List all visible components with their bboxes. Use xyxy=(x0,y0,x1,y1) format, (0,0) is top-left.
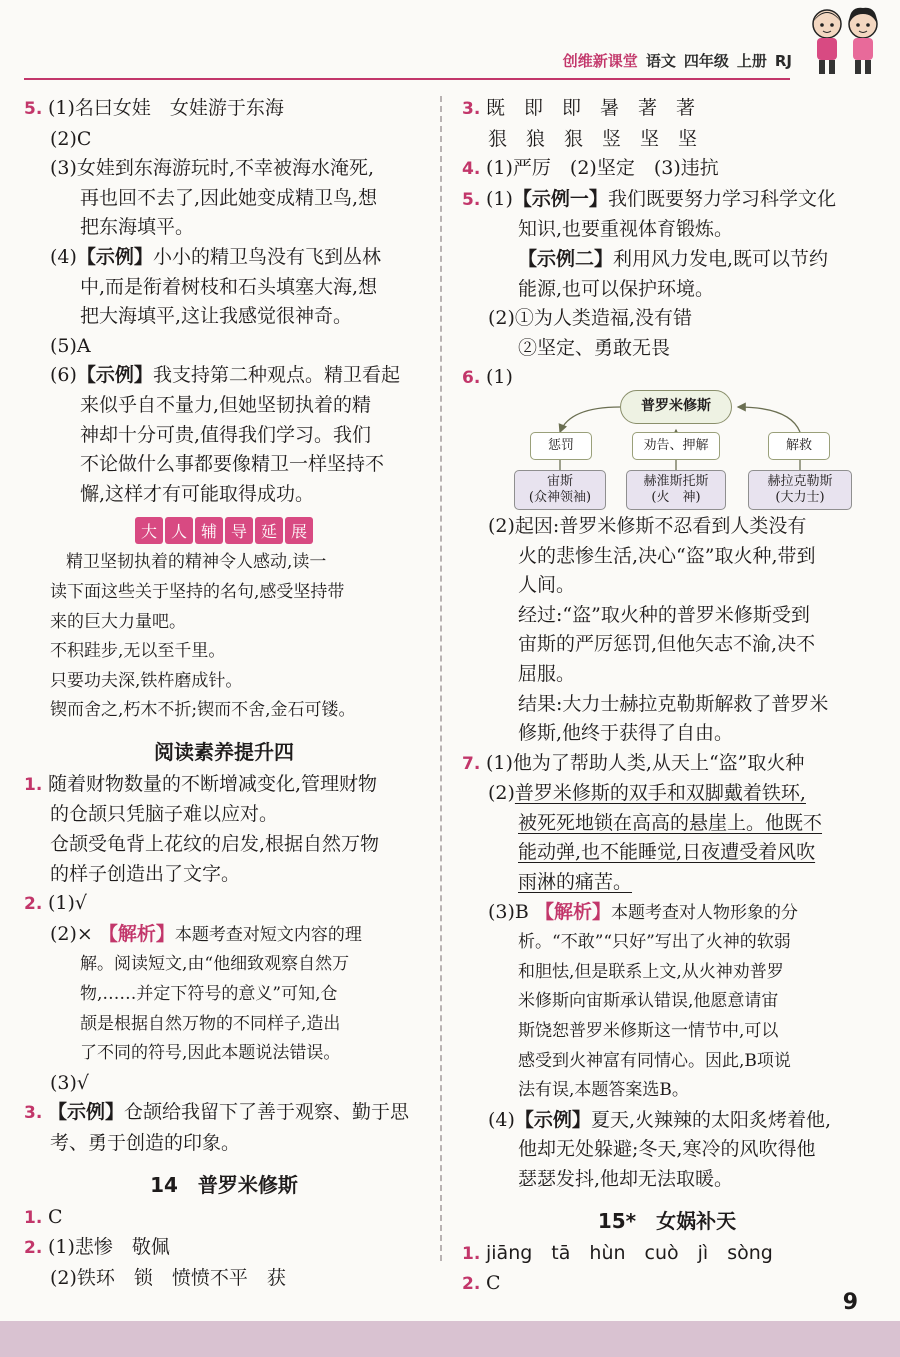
answer-line xyxy=(462,898,872,929)
answer-line xyxy=(24,1203,424,1234)
answer-line: 瑟瑟发抖,他却无法取暖。 xyxy=(518,1168,734,1190)
edition-label: RJ xyxy=(774,51,792,70)
example-tag: 【示例一】 xyxy=(512,187,608,210)
node-heracles xyxy=(748,470,852,510)
subject-label: 语文 xyxy=(645,52,676,70)
example-tag: 【示例】 xyxy=(76,364,153,387)
banner-char: 导 xyxy=(225,517,253,544)
answer-line xyxy=(24,920,424,951)
link-label-punish: 惩罚 xyxy=(530,432,592,460)
question-number: 3. xyxy=(462,99,481,119)
banner-char: 辅 xyxy=(195,517,223,544)
guide-text: 精卫坚韧执着的精神令人感动,读一 xyxy=(66,552,327,573)
mascot-kids-icon xyxy=(797,2,892,82)
quote-line: 只要功夫深,铁杵磨成针。 xyxy=(50,670,243,691)
answer-line: (3)√ xyxy=(50,1071,90,1094)
lesson-title: 14 普罗米修斯 xyxy=(150,1172,298,1197)
footer-bar xyxy=(0,1321,900,1357)
answer-line xyxy=(24,94,424,125)
node-note: (火 神) xyxy=(651,489,701,505)
answer-line: 的样子创造出了文字。 xyxy=(50,862,241,885)
answer-line: 法有误,本题答案选B。 xyxy=(518,1080,689,1101)
question-number: 5. xyxy=(462,189,481,210)
sub-number: (1) xyxy=(486,366,513,389)
answer-text: 本题考查对短文内容的理 xyxy=(174,924,362,945)
analysis-tag: 【解析】 xyxy=(534,900,611,923)
answer-text: 我支持第二种观点。精卫看起 xyxy=(152,364,400,387)
answer-line xyxy=(462,185,872,216)
column-divider xyxy=(440,96,442,1261)
question-number: 2. xyxy=(24,894,43,915)
answer-text: 夏天,火辣辣的太阳炙烤着他, xyxy=(590,1108,832,1131)
answer-line: (3)女娃到东海游玩时,不幸被海水淹死, xyxy=(50,157,374,180)
underlined-text: 雨淋的痛苦。 xyxy=(518,871,633,894)
answer-text: (1)√ xyxy=(48,892,88,915)
node-hephaestus xyxy=(626,470,726,510)
answer-line: 析。“不敢”“只好”写出了火神的软弱 xyxy=(518,932,791,953)
answer-text: 我们既要努力学习科学文化 xyxy=(607,187,836,210)
answer-line xyxy=(24,243,424,273)
answer-line: 来似乎自不量力,但她坚韧执着的精 xyxy=(80,393,372,416)
question-number: 4. xyxy=(462,159,481,180)
sub-number: (4) xyxy=(50,245,77,268)
sub-number: (2) xyxy=(488,782,515,805)
book-header xyxy=(563,50,792,71)
grade-label: 四年级 xyxy=(683,52,729,70)
right-column xyxy=(462,94,872,1300)
question-number: 5. xyxy=(24,99,43,119)
answer-line: 仓颉受龟背上花纹的启发,根据自然万物 xyxy=(50,833,380,856)
answer-line: 结果:大力士赫拉克勒斯解救了普罗米 xyxy=(518,692,829,715)
answer-line: 宙斯的严厉惩罚,但他矢志不渝,决不 xyxy=(518,633,816,656)
answer-text: 利用风力发电,既可以节约 xyxy=(613,247,829,270)
header-rule xyxy=(24,78,790,80)
example-tag: 【示例】 xyxy=(76,245,153,268)
extension-banner xyxy=(24,517,424,544)
example-tag: 【示例二】 xyxy=(518,247,614,270)
answer-line xyxy=(24,1233,424,1264)
question-number: 2. xyxy=(24,1238,43,1259)
answer-line: (2)①为人类造福,没有错 xyxy=(488,307,692,330)
answer-line xyxy=(24,889,424,920)
answer-line: 感受到火神富有同情心。因此,B项说 xyxy=(518,1050,791,1071)
answer-text: (1)名曰女娃 女娃游于东海 xyxy=(48,97,284,119)
answer-line xyxy=(462,779,872,809)
page-number: 9 xyxy=(842,1290,858,1315)
left-column xyxy=(24,94,424,1293)
guide-text: 读下面这些关于坚持的名句,感受坚持带 xyxy=(50,581,345,602)
page-header xyxy=(0,0,900,82)
answer-line: 解。阅读短文,由“他细致观察自然万 xyxy=(80,954,350,975)
sub-number: (1) xyxy=(486,187,513,210)
analysis-tag: 【解析】 xyxy=(98,922,175,945)
question-number: 3. xyxy=(24,1103,43,1124)
answer-line: 的仓颉只凭脑子难以应对。 xyxy=(50,803,279,826)
lesson-title: 15* 女娲补天 xyxy=(597,1208,737,1233)
pinyin-answer: jiāng tā hùn cuò jì sòng xyxy=(486,1241,773,1264)
answer-line: 和胆怯,但是联系上文,从火神劝普罗 xyxy=(518,961,784,982)
answer-line xyxy=(24,1098,424,1129)
node-note: (众神领袖) xyxy=(528,489,592,505)
answer-line: (2)起因:普罗米修斯不忍看到人类没有 xyxy=(488,514,807,537)
guide-text: 来的巨大力量吧。 xyxy=(50,611,186,632)
underlined-text: 被死死地锁在高高的悬崖上。他既不 xyxy=(518,811,823,834)
answer-line xyxy=(462,1269,872,1300)
answer-line xyxy=(24,770,424,801)
node-zeus xyxy=(514,470,606,510)
answer-line: 他却无处躲避;冬天,寒冷的风吹得他 xyxy=(518,1138,816,1161)
node-name: 赫淮斯托斯 xyxy=(643,473,709,489)
answer-text: (1)严厉 (2)坚定 (3)违抗 xyxy=(486,157,719,180)
answer-line: 考、勇于创造的印象。 xyxy=(50,1132,241,1154)
answer-line xyxy=(462,749,872,780)
answer-line: 修斯,他终于获得了自由。 xyxy=(518,722,734,745)
answer-line xyxy=(462,245,872,275)
answer-line: 知识,也要重视体育锻炼。 xyxy=(518,218,734,241)
answer-text: 既 即 即 暑 著 著 xyxy=(486,97,696,119)
node-name: 宙斯 xyxy=(546,473,573,489)
answer-line: 能源,也可以保护环境。 xyxy=(518,277,715,300)
quote-line: 锲而舍之,朽木不折;锲而不舍,金石可镂。 xyxy=(50,700,356,721)
quote-line: 不积跬步,无以至千里。 xyxy=(50,641,226,662)
answer-text: 随着财物数量的不断增减变化,管理财物 xyxy=(48,772,378,795)
underlined-text: 能动弹,也不能睡觉,日夜遭受着风吹 xyxy=(518,841,816,864)
banner-char: 延 xyxy=(255,517,283,544)
answer-line: 屈服。 xyxy=(518,662,576,685)
answer-line xyxy=(462,1239,872,1270)
node-note: (大力士) xyxy=(775,489,825,505)
question-number: 6. xyxy=(462,368,481,389)
character-relationship-diagram xyxy=(510,390,870,510)
answer-line: 米修斯向宙斯承认错误,他愿意请宙 xyxy=(518,991,779,1012)
answer-line: 懈,这样才有可能取得成功。 xyxy=(80,482,315,505)
underlined-text: 普罗米修斯的双手和双脚戴着铁环, xyxy=(514,782,806,805)
answer-line: (5)A xyxy=(50,334,91,357)
answer-text: C xyxy=(48,1205,63,1228)
question-number: 1. xyxy=(462,1243,481,1264)
answer-line: 中,而是衔着树枝和石头填塞大海,想 xyxy=(80,275,378,298)
banner-char: 展 xyxy=(285,517,313,544)
answer-line: 人间。 xyxy=(518,574,576,597)
answer-line: 把大海填平,这让我感觉很神奇。 xyxy=(80,305,353,328)
question-number: 1. xyxy=(24,1207,43,1228)
answer-text: C xyxy=(486,1272,501,1295)
answer-text: 本题考查对人物形象的分 xyxy=(610,902,798,923)
answer-line: 经过:“盗”取火种的普罗米修斯受到 xyxy=(518,603,810,626)
banner-char: 人 xyxy=(165,517,193,544)
answer-line: (2)C xyxy=(50,127,92,150)
center-node: 普罗米修斯 xyxy=(620,390,732,424)
answer-line: 再也回不去了,因此她变成精卫鸟,想 xyxy=(80,186,378,209)
answer-line: 物,……并定下符号的意义”可知,仓 xyxy=(80,984,338,1005)
sub-number: (6) xyxy=(50,364,77,387)
sub-number: (3)B xyxy=(488,900,529,923)
answer-line: 不论做什么事都要像精卫一样坚持不 xyxy=(80,453,385,476)
answer-line: 火的悲惨生活,决心“盗”取火种,带到 xyxy=(518,544,816,567)
answer-line xyxy=(462,94,872,125)
example-tag: 【示例】 xyxy=(48,1101,125,1124)
link-label-persuade: 劝告、押解 xyxy=(632,432,720,460)
link-label-rescue: 解救 xyxy=(768,432,830,460)
question-number: 1. xyxy=(24,774,43,795)
node-name: 赫拉克勒斯 xyxy=(767,473,833,489)
answer-line xyxy=(462,1106,872,1136)
answer-line: 了不同的符号,因此本题说法错误。 xyxy=(80,1043,341,1064)
answer-line: 把东海填平。 xyxy=(80,216,195,239)
answer-line xyxy=(462,154,872,185)
banner-char: 大 xyxy=(135,517,163,544)
example-tag: 【示例】 xyxy=(514,1108,591,1131)
volume-label: 上册 xyxy=(736,52,767,70)
question-number: 7. xyxy=(462,753,481,774)
answer-line: 狠 狼 狠 竖 坚 坚 xyxy=(488,127,698,150)
answer-line xyxy=(24,361,424,391)
answer-text: (1)悲惨 敬佩 xyxy=(48,1236,170,1259)
answer-text: 仓颉给我留下了善于观察、勤于思 xyxy=(124,1101,410,1124)
section-title: 阅读素养提升四 xyxy=(154,739,294,764)
answer-line: (2)铁环 锁 愤愤不平 获 xyxy=(50,1266,286,1289)
answer-text: (1)他为了帮助人类,从天上“盗”取火种 xyxy=(486,751,805,774)
answer-line: ②坚定、勇敢无畏 xyxy=(518,336,671,359)
answer-line: 斯饶恕普罗米修斯这一情节中,可以 xyxy=(518,1021,779,1042)
answer-line: 颉是根据自然万物的不同样子,造出 xyxy=(80,1013,341,1034)
answer-text: 小小的精卫鸟没有飞到丛林 xyxy=(152,245,381,268)
sub-number: (2)× xyxy=(50,922,93,945)
answer-line: 神却十分可贵,值得我们学习。我们 xyxy=(80,423,372,446)
question-number: 2. xyxy=(462,1274,481,1295)
sub-number: (4) xyxy=(488,1108,515,1131)
brand-name: 创维新课堂 xyxy=(562,52,638,70)
